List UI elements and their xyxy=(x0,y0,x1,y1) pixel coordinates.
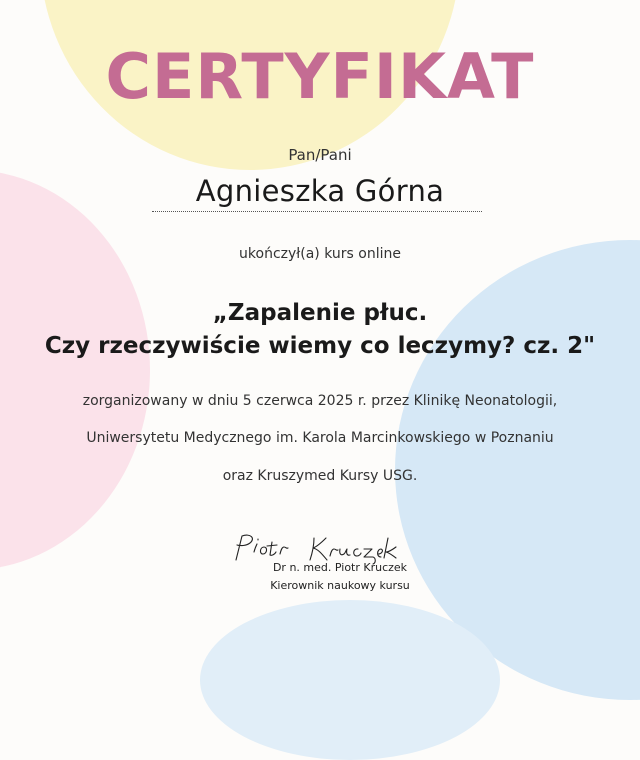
description-line1: zorganizowany w dniu 5 czerwca 2025 r. przez Klinikę Neonatologii, xyxy=(82,393,558,409)
signer-name: Dr n. med. Piotr Kruczek xyxy=(272,561,408,574)
description-line3: oraz Kruszymed Kursy USG. xyxy=(222,468,418,484)
salutation: Pan/Pani xyxy=(288,146,352,164)
description-line2: Uniwersytetu Medycznego im. Karola Marcinkowskiego w Poznaniu xyxy=(86,430,554,446)
course-title-line1: „Zapalenie płuc. xyxy=(212,300,428,326)
course-title-line2: Czy rzeczywiście wiemy co leczymy? cz. 2" xyxy=(44,333,596,359)
certificate-title: CERTYFIKAT xyxy=(105,40,535,113)
recipient-name: Agnieszka Górna xyxy=(195,174,445,208)
completed-text: ukończył(a) kurs online xyxy=(239,246,401,262)
signer-role: Kierownik naukowy kursu xyxy=(270,579,410,592)
name-dotted-line xyxy=(152,211,482,212)
